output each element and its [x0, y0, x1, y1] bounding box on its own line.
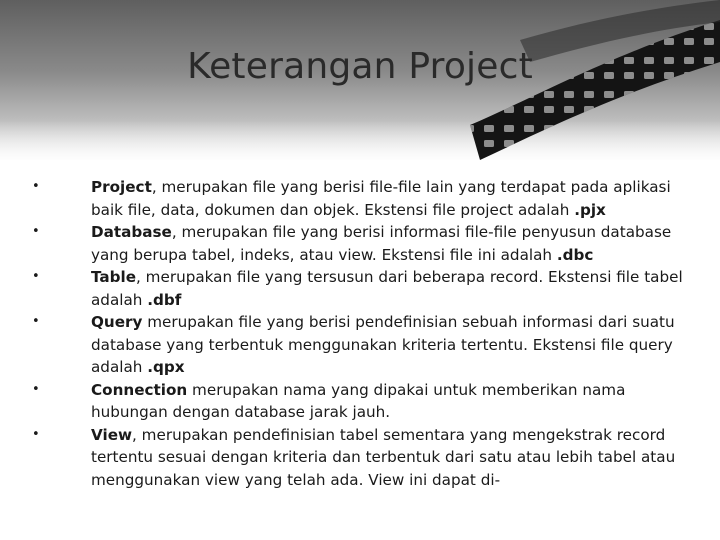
bullet-term: Project	[91, 178, 152, 196]
bullet-term: Query	[91, 313, 143, 331]
bullet-body: , merupakan file yang tersusun dari beberapa record. Ekstensi file tabel adalah	[91, 268, 683, 309]
bullet-term: Table	[91, 268, 137, 286]
bullet-extension: .dbc	[556, 245, 594, 264]
bullet-item-database	[0, 221, 720, 266]
bullet-dot-icon: •	[32, 381, 40, 397]
bullet-term: View	[91, 425, 133, 444]
bullet-dot-icon: •	[32, 269, 40, 284]
bullet-body: merupakan nama yang dipakai untuk memberikan nama hubungan dengan database jarak jauh.	[91, 380, 626, 421]
bullet-extension: .dbf	[147, 290, 182, 309]
bullet-body: merupakan file yang berisi pendefinisian sebuah informasi dari suatu database yang terbentuk menggunakan kriteria tertentu. Ekstensi file query adalah	[91, 313, 675, 376]
bullet-item-table	[0, 266, 720, 311]
bullet-extension: .qpx	[147, 358, 185, 376]
bullet-item-query	[0, 311, 720, 379]
bullet-item-view	[0, 424, 720, 492]
bullet-term: Database	[91, 223, 172, 241]
bullet-body: , merupakan pendefinisian tabel sementara yang mengekstrak record tertentu sesuai dengan kriteria dan terbentuk dari satu atau lebih tabel atau menggunakan view yang telah ada. View ini dapat di-	[91, 425, 676, 489]
bullet-dot-icon: •	[32, 179, 40, 194]
bullet-list	[0, 176, 720, 491]
bullet-extension: .pjx	[574, 200, 606, 219]
slide-title: Keterangan Project	[187, 46, 533, 87]
bullet-dot-icon: •	[32, 426, 40, 442]
bullet-body: , merupakan file yang berisi file-file lain yang terdapat pada aplikasi baik file, data, dokumen dan objek. Ekstensi file project adalah	[91, 178, 671, 219]
bullet-item-connection	[0, 379, 720, 424]
bullet-body: , merupakan file yang berisi informasi file-file penyusun database yang berupa tabel, indeks, atau view. Ekstensi file ini adalah	[91, 223, 672, 264]
bullet-term: Connection	[91, 380, 188, 399]
bullet-dot-icon: •	[32, 314, 40, 329]
bullet-dot-icon: •	[32, 224, 40, 239]
bullet-item-project	[0, 176, 720, 221]
